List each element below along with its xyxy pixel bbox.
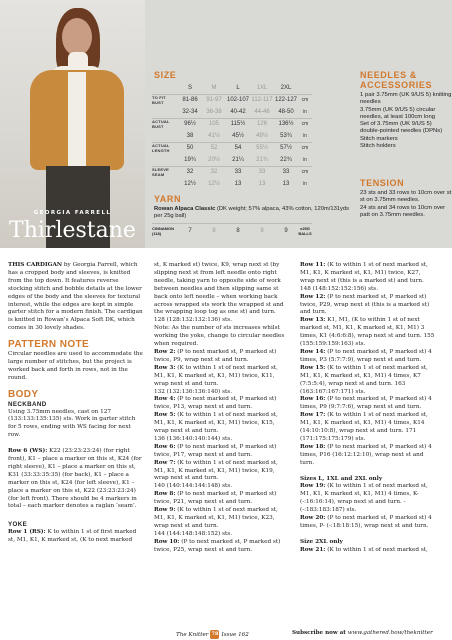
row-list: [300, 262, 436, 468]
size-cell: 50: [178, 142, 202, 154]
size-unit: in: [303, 132, 307, 139]
designer-name: GEORGIA FARRELL: [33, 210, 112, 216]
row-label: Row 10:: [154, 538, 180, 545]
size-cell: 41½: [208, 132, 220, 139]
size-cell: 32: [178, 166, 202, 178]
row-instruction: (P to next marked st, P marked st) twice, P17, wrap next st and turn.: [154, 443, 277, 458]
row-instruction: (P to next marked st, P marked st) 4 times, P16 (16:12:12:10), wrap next st and turn.: [300, 443, 432, 466]
size-cell: 53¾: [280, 132, 292, 139]
row-instruction: K to within 1 st of first marked st, M1, K1, K marked st, (K to next marked: [8, 529, 137, 544]
size-unit: cm: [298, 166, 312, 178]
size-row-label: [152, 130, 178, 142]
size-cell: 36-38: [206, 108, 222, 115]
intro-paragraph: [8, 262, 144, 333]
size-row-label: [152, 106, 178, 118]
size-cell: 12½: [208, 181, 220, 187]
ball-count: 7: [178, 224, 202, 238]
size-header-blank: [152, 82, 178, 94]
row-instruction: 140 (140:144:144:148) sts.: [154, 483, 233, 490]
size-cell: 49½: [256, 132, 268, 139]
size-header-cell: S: [187, 84, 192, 91]
size-cell: 126: [250, 118, 274, 130]
size-2xl-heading: Size 2XL only: [300, 538, 343, 545]
row-label: Row 3:: [154, 364, 176, 371]
size-cell: 13: [282, 181, 290, 187]
row-instruction: 136 (136:140:140:144) sts.: [154, 435, 233, 442]
size-cell: 122-127: [274, 94, 298, 106]
needle-item: 3.75mm (UK 9/US 5) circular needles, at least 100cm long: [360, 106, 436, 120]
neckband-heading: NECKBAND: [8, 400, 47, 408]
size-cell: 32-34: [182, 108, 198, 115]
model-photo: [0, 0, 145, 248]
yarn-spec: (DK weight; 57% alpaca, 43% cotton, 120m/131yds per 25g ball): [154, 206, 350, 219]
ball-count: 9: [250, 224, 274, 238]
size-unit: cm: [298, 142, 312, 154]
size-cell: 38: [186, 132, 194, 139]
size-cell: 33: [274, 166, 298, 178]
row-label: Row 19:: [300, 483, 326, 490]
size-cell: 57½: [274, 142, 298, 154]
size-cell: 81-86: [178, 94, 202, 106]
row-label: Row 18:: [300, 443, 326, 450]
size-unit: cm: [298, 118, 312, 130]
needles-section: [360, 70, 452, 150]
row-instruction-line: [300, 365, 436, 397]
size-cell: 136½: [274, 118, 298, 130]
tension-list: [360, 190, 452, 219]
row-instruction-line: [300, 412, 436, 444]
size-cell: 21¾: [256, 156, 268, 163]
magazine-credit: [176, 630, 249, 639]
pattern-title: Thirlestane: [9, 218, 136, 243]
needles-list: [360, 92, 452, 150]
row-label: Row 12:: [300, 293, 326, 300]
tension-heading: TENSION: [360, 178, 405, 188]
ball-unit: x25G BALLS: [298, 224, 312, 238]
size-unit: in: [303, 156, 307, 163]
row-instruction-line: [300, 349, 436, 365]
row-label: Row 15:: [300, 364, 326, 371]
pattern-header: [0, 0, 452, 248]
size-row-label: TO FIT BUST: [152, 94, 178, 106]
needle-item: 1 pair 3.75mm (UK 9/US 5) knitting needles: [360, 92, 452, 106]
row-label: Row 1 (RS):: [8, 529, 46, 536]
size-cell: 96½: [178, 118, 202, 130]
text-column-1: [8, 262, 144, 545]
size-cell: 44-46: [254, 108, 270, 115]
text-column-3: [300, 262, 436, 555]
row-instruction-line: [154, 507, 290, 531]
size-cell: 22¾: [280, 156, 292, 163]
size-header-unit: [298, 82, 312, 94]
row-instruction: (P to next marked st, P marked st) twice, P25, wrap next st and turn.: [154, 538, 281, 553]
size-cell: 21¼: [232, 156, 244, 163]
size-cell: 20½: [208, 156, 220, 163]
sizes-l-2xl-heading: Sizes L, 1XL and 2XL only: [300, 475, 383, 482]
needle-item: Set of 3.75mm (UK 9/US 5) double-pointed needles (DPNs): [360, 121, 443, 135]
row-instruction: K1, M1, (K to within 1 st of next marked st, M1, K1, K marked st, K1, M1) 3 times, K1 (4:6:6:8), wrap next st and turn. 155 (155:159:159:163) sts.: [300, 317, 435, 348]
row-instruction: (K to within 1 st of next marked st, M1, K1, K marked st, K1, M1) twice, K15, wrap next st and turn.: [154, 412, 278, 435]
row-instruction-line: [154, 349, 290, 365]
size-row: [152, 130, 312, 142]
row-label: Row 2:: [154, 348, 176, 355]
row-instruction-line: [300, 294, 436, 318]
size-cell: 112-117: [250, 94, 274, 106]
photo-face: [62, 18, 92, 56]
row-label: Row 14:: [300, 348, 326, 355]
row1-text: [8, 529, 144, 545]
size-unit: in: [303, 181, 307, 187]
size-header-cell: 1XL: [256, 84, 268, 91]
row-label: Row 16:: [300, 396, 326, 403]
size-cell: 19¾: [184, 156, 196, 163]
size-cell: 32: [202, 166, 226, 178]
row-instruction: (K to within 1 st of next marked st, M1, K1, K marked st, K1, M1) twice, K23, wrap next st and turn.: [154, 507, 278, 529]
intro-text: by Georgia Farrell, which has a cropped body and sleeves, is knitted from the top down. It features reverse stocking stitch and bobble details at the lower edges of the body and the sleeves for textural interest, while the edges are kept in simple garter stitch for a modern finish. The cardigan is knitted in Rowan’s Alpaca Soft DK, which comes in 30 lovely shades.: [8, 262, 143, 332]
row-instruction: (K to within 1 st of next marked st,: [325, 546, 428, 553]
size-row: [152, 118, 312, 130]
size-cell: 52: [202, 142, 226, 154]
ball-count: 9: [274, 224, 298, 238]
size-row-label: [152, 178, 178, 190]
yarn-heading: YARN: [154, 194, 182, 204]
row-instruction: (K to within 1 st of next marked st, M1, K1, K marked st, K1, M1) twice, K11, wrap next st and turn.: [154, 364, 278, 387]
ball-count: 8: [202, 224, 226, 238]
row-label: Row 9:: [154, 507, 176, 514]
size-header-cell: 2XL: [280, 84, 292, 91]
row-instruction: (P to next marked st, P marked st) twice, P9, wrap next st and turn.: [154, 348, 277, 363]
size-cell: 13: [234, 181, 242, 187]
size-cell: 40-42: [230, 108, 246, 115]
stitch-count: 128 (128:132:132:136) sts.: [154, 317, 233, 324]
row-instruction-line: [154, 436, 290, 444]
yarn-quantity-table: [152, 223, 312, 238]
row-instruction-line: [154, 531, 290, 539]
row-instruction-line: [300, 444, 436, 468]
spec-panel: [148, 0, 452, 248]
size-row-label: [152, 154, 178, 166]
row-instruction: (K to within 1 st of next marked st, M1, K1, K marked st, K1, M1) twice, K27, wrap next st (this is a marked st) and turn. 148 (148:152:152:156) sts.: [300, 262, 428, 292]
size-row: [152, 106, 312, 118]
yarn-colour-label: CINNAMON (118): [152, 224, 178, 238]
row-instruction-line: [300, 515, 436, 531]
size-row: [152, 154, 312, 166]
yarn-description: [154, 206, 350, 220]
row-instruction-line: [300, 262, 436, 294]
row-label: Row 7:: [154, 459, 176, 466]
row-instruction: (P to next marked st, P marked st) twice, P21, wrap next st and turn.: [154, 491, 277, 506]
row-label: Row 13:: [300, 317, 326, 324]
row-instruction-line: [300, 317, 436, 349]
size-cell: 13: [258, 181, 266, 187]
circular-needle-note: Note: As the number of sts increases whilst working the yoke, change to circular needles when required.: [154, 325, 285, 348]
size-row-label: ACTUAL BUST: [152, 118, 178, 130]
row-instruction-line: [154, 460, 290, 484]
size-row: [152, 166, 312, 178]
subscribe-line: [292, 630, 433, 636]
row-list: [300, 547, 436, 555]
size-cell: 102-107: [226, 94, 250, 106]
size-cell: 115½: [226, 118, 250, 130]
row-instruction-line: [154, 491, 290, 507]
row-instruction: 132 (132:136:136:140) sts.: [154, 388, 233, 395]
size-table: [152, 82, 312, 190]
size-header-cell: M: [211, 84, 217, 91]
row-list: [154, 349, 290, 555]
needles-heading: NEEDLES & ACCESSORIES: [360, 70, 433, 90]
row-instruction: (K to within 1 st of next marked st, M1, K1, K marked st, K1, M1) 4 times, K14 (14:10:10:8), wrap next st and turn. 171 (171:175:175:179) sts.: [300, 412, 428, 442]
row-instruction: (P to next marked st, P marked st) twice, P13, wrap next st and turn.: [154, 396, 277, 411]
row-instruction: (K to within 1 st of next marked st, M1, K1, K marked st, K1, M1) twice, K19, wrap next st and turn.: [154, 459, 278, 482]
body-heading: BODY: [8, 388, 39, 400]
page-footer: [0, 628, 452, 640]
subscribe-text: Subscribe now at: [292, 630, 348, 636]
row-label: Row 6:: [154, 443, 176, 450]
size-cell: 48-50: [278, 108, 294, 115]
row-instruction: (P to next marked st, P marked st) 4 times, P- (-:18:18:15), wrap next st and turn.: [300, 515, 432, 529]
row-instruction-line: [154, 539, 290, 555]
pattern-note-heading: PATTERN NOTE: [8, 339, 90, 351]
row-instruction-line: [300, 396, 436, 412]
yarn-brand: Rowan Alpaca Classic: [154, 206, 216, 212]
size-unit: in: [303, 108, 307, 115]
row-instruction-line: [154, 365, 290, 389]
size-unit: cm: [298, 94, 312, 106]
row-instruction-line: [154, 396, 290, 412]
size-row-label: SLEEVE SEAM: [152, 166, 178, 178]
row-instruction: (P to next marked st, P marked st) twice, P29, wrap next st (this is a marked st) and turn.: [300, 293, 430, 316]
row-label: Row 21:: [300, 546, 326, 553]
row6-text: [8, 448, 144, 511]
tension-item: 24 sts and 34 rows to 10cm over patt on 3.75mm needles.: [360, 204, 446, 218]
size-row: [152, 142, 312, 154]
size-cell: 12½: [184, 181, 196, 187]
needle-item: Stitch markers: [360, 135, 398, 142]
intro-lead: THIS CARDIGAN: [8, 262, 63, 268]
magazine-name: The Knitter: [176, 632, 209, 638]
size-header-cell: L: [236, 84, 240, 91]
neckband-text: Using 3.75mm needles, cast on 127 (133:133:135:135) sts. Work in garter stitch for 5 rows, ending with WS facing for next row.: [8, 408, 136, 439]
size-row: [152, 94, 312, 106]
size-cell: 55½: [250, 142, 274, 154]
size-cell: 105: [202, 118, 226, 130]
ball-count: 8: [226, 224, 250, 238]
row-instruction: (P to next marked st, P marked st) 4 times, P3 (5:7:7:9), wrap next st and turn.: [300, 348, 432, 363]
size-cell: 54: [226, 142, 250, 154]
size-heading: SIZE: [154, 70, 177, 80]
pattern-note-text: Circular needles are used to accommodate the large number of stitches, but the project is worked back and forth in rows, not in the round.: [8, 351, 143, 381]
size-header-row: [152, 82, 312, 94]
size-cell: 91-97: [202, 94, 226, 106]
row-label: Row 5:: [154, 412, 176, 419]
issue-number: Issue 162: [221, 632, 249, 638]
row-instruction: 144 (144:148:148:152) sts.: [154, 530, 233, 537]
row-label: Row 17:: [300, 412, 326, 419]
row-label: Row 20:: [300, 515, 326, 522]
tension-item: 23 sts and 33 rows to 10cm over st st on 3.75mm needles.: [360, 190, 452, 204]
wrap-instruction: st, K marked st) twice, K9, wrap next st (by slipping next st from left needle onto right needle, taking yarn to opposite side of work between needles and then slipping same st back onto left needle – when working back across wrapped sts work the wrapped st and the wrapping loop tog as one st) and turn.: [154, 262, 284, 316]
row-instruction-line: [300, 483, 436, 515]
photo-cardigan-opening: [68, 72, 86, 170]
row-label: Row 8:: [154, 491, 176, 498]
size-row: [152, 178, 312, 190]
row-label: Row 6 (WS):: [8, 448, 48, 455]
row-instruction: K22 (23:23:23:24) (for right front), K1 – place a marker on this st, K24 (for right sleeve), K1 – place a marker on this st, K31 (33:33:35:35) (for back), K1 – place a marker on this st, K24 (for left sleeve), K1 – place a marker on this st, K22 (23:23:23:24) (for left front). There should be 4 markers in total – each marker denotes a raglan ‘seam’.: [8, 448, 142, 510]
size-cell: 45½: [232, 132, 244, 139]
subscribe-url[interactable]: www.gathered.how/theknitter: [347, 630, 433, 636]
row-instruction-line: [154, 444, 290, 460]
text-column-2: [154, 262, 290, 555]
tension-section: [360, 178, 452, 219]
row-instruction-line: [300, 547, 436, 555]
yoke-heading: YOKE: [8, 521, 28, 529]
size-cell: 33: [226, 166, 250, 178]
needle-item: Stitch holders: [360, 143, 396, 150]
size-cell: 33: [250, 166, 274, 178]
row-list: [300, 483, 436, 530]
row-instruction: (K to within 1 st of next marked st, M1, K1, K marked st, K1, M1) 4 times, K7 (7:5:5:4), wrap next st and turn. 163 (163:167:167:171) sts.: [300, 364, 428, 395]
row-instruction: (K to within 1 st of next marked st, M1, K1, K marked st, K1, M1) 4 times, K- (-:16:16:14), wrap next st and turn. -(-:183:183:187) sts.: [300, 483, 428, 514]
row-instruction: (P to next marked st, P marked st) 4 times, P9 (9:7:7:6), wrap next st and turn.: [300, 396, 432, 411]
row-instruction-line: [154, 412, 290, 436]
row-label: Row 4:: [154, 396, 176, 403]
size-row-label: ACTUAL LENGTH: [152, 142, 178, 154]
page-number: 78: [211, 631, 219, 637]
row-label: Row 11:: [300, 262, 326, 268]
